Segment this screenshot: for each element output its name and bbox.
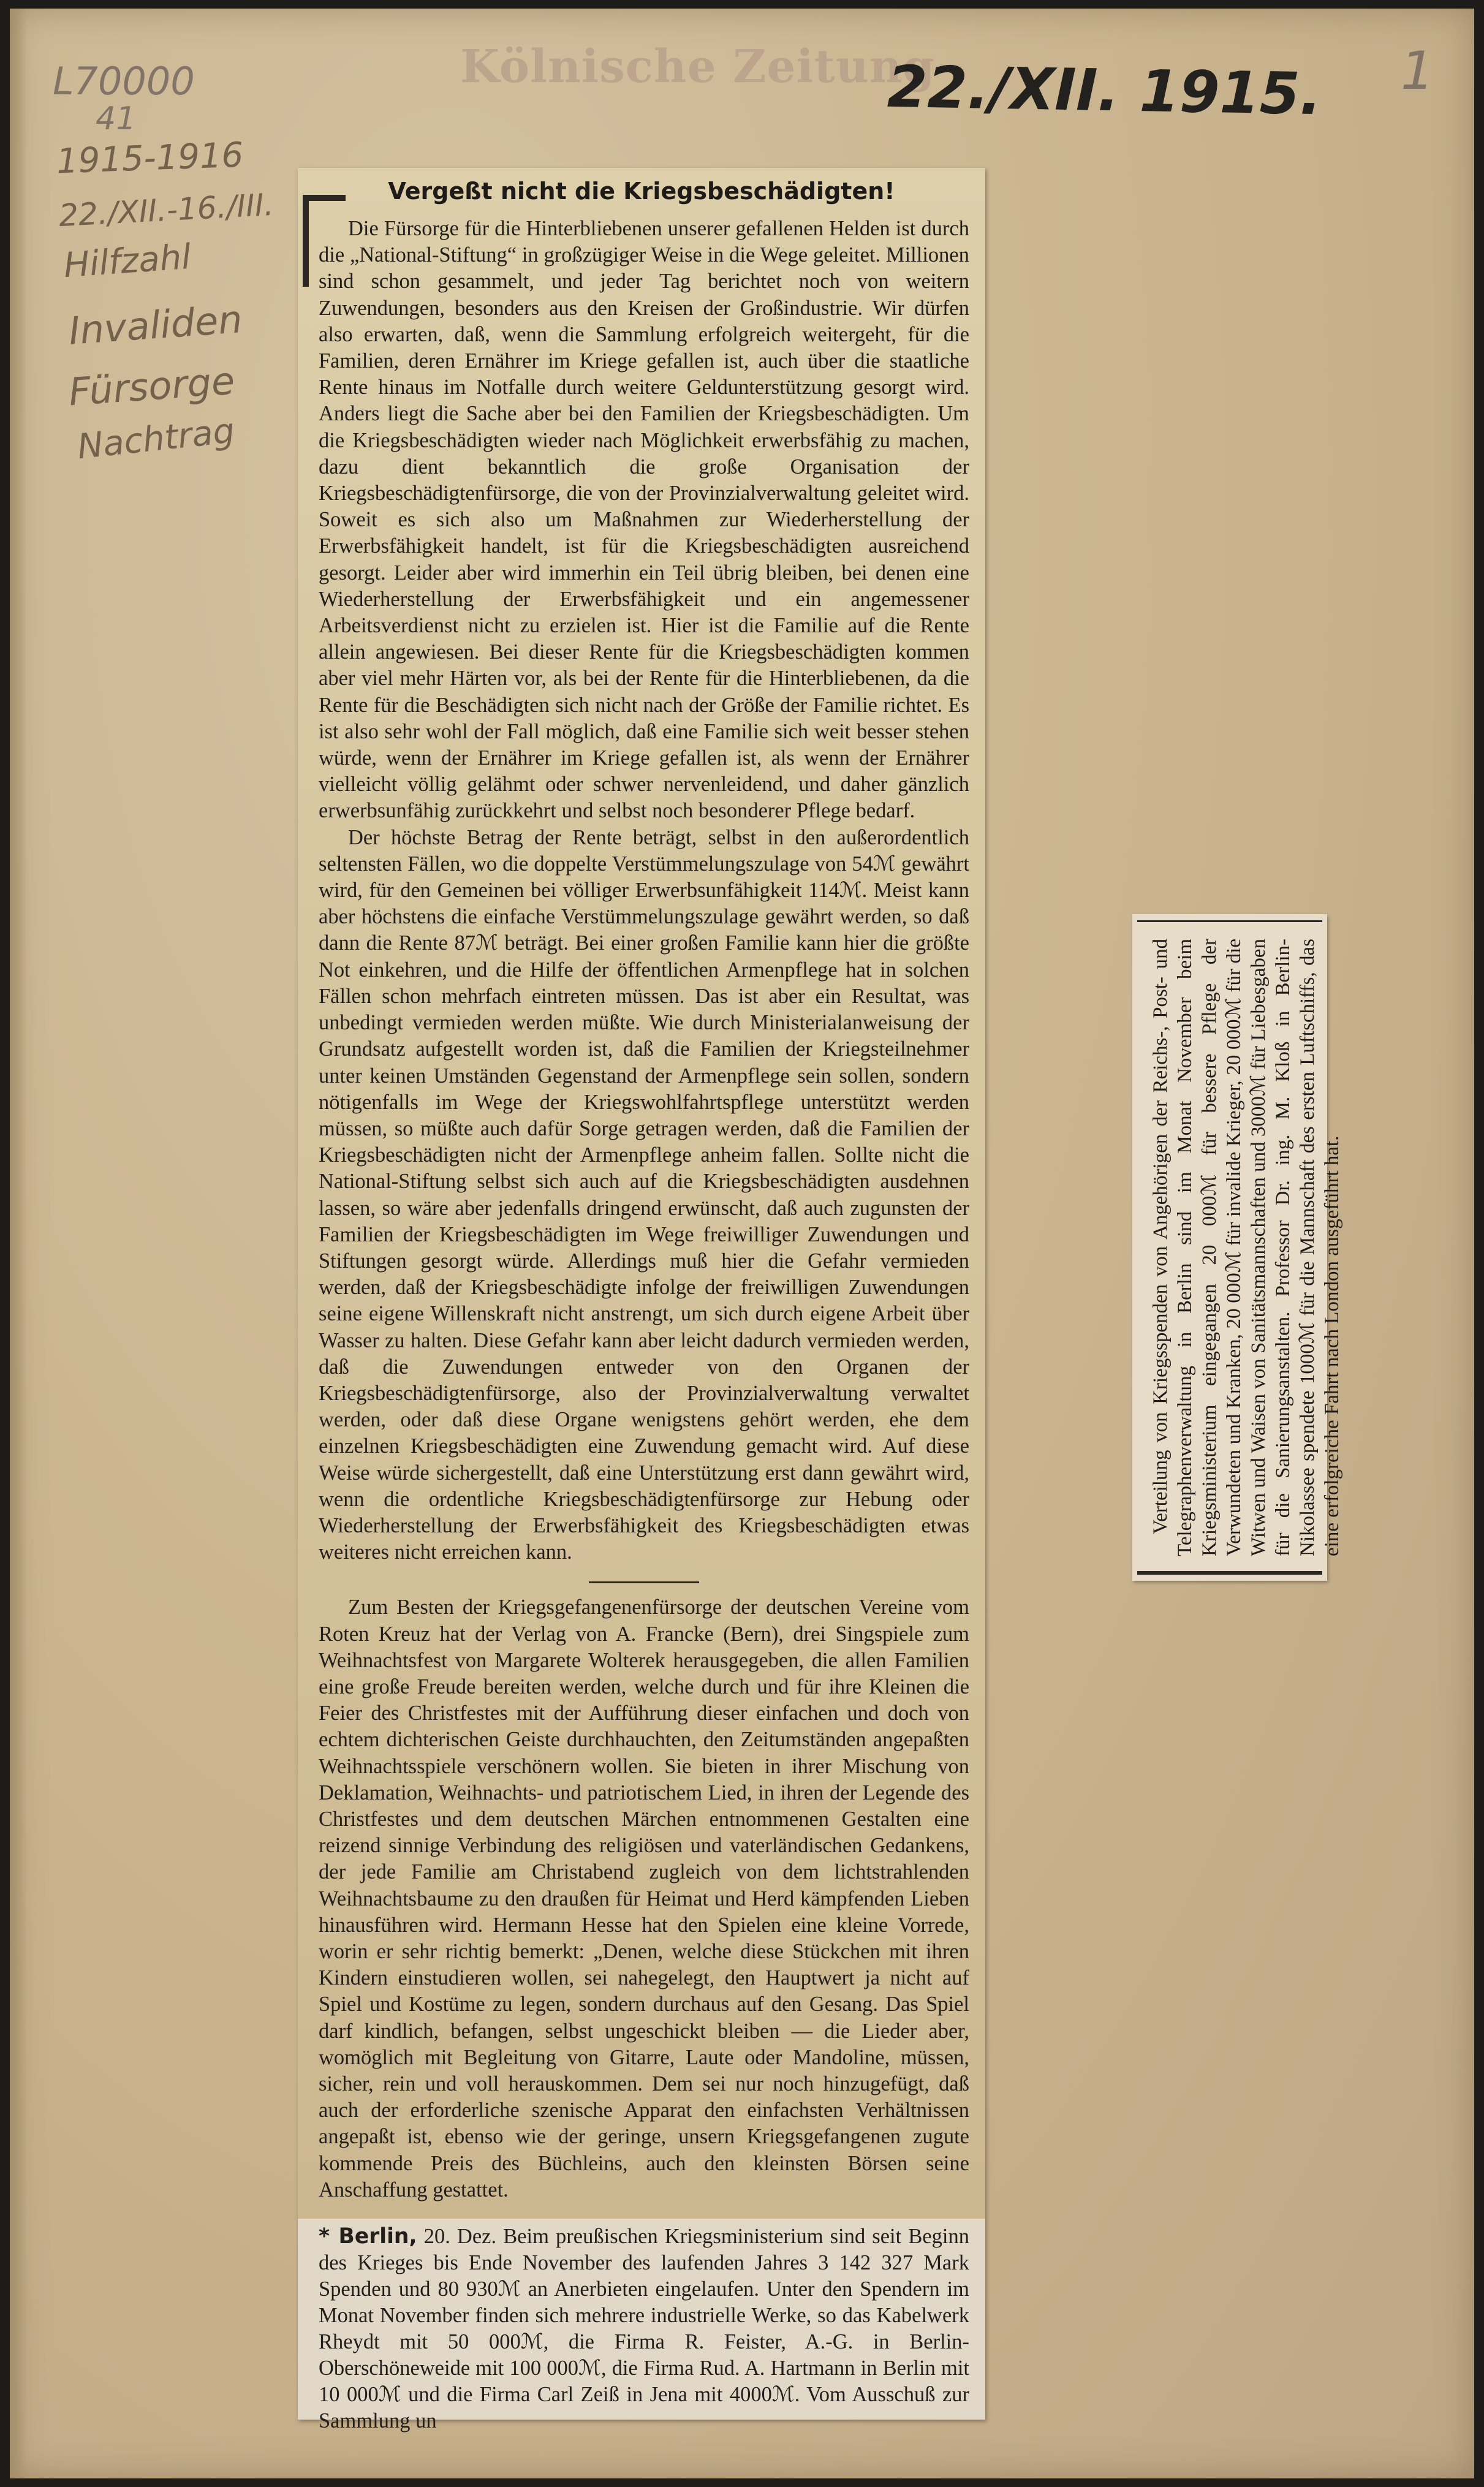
page-number: 1 bbox=[1401, 40, 1434, 102]
berlin-notice bbox=[298, 2219, 985, 2432]
archive-number: 41 bbox=[96, 100, 137, 137]
side-clipping-paragraph: Verteilung von Kriegsspenden von Angehörigen der Reichs-, Post- und Telegraphenverwaltung in Berlin sind im Monat November beim Kriegsministerium eingegangen 20 000ℳ für bessere Pflege der Verwundeten und Kranken, 20 000ℳ für invalide Krieger, 20 000ℳ für die Witwen und Waisen von Sanitätsmannschaften und 3000ℳ für Liebesgaben für die Sanierungsanstalten. Professor Dr. ing. M. Kloß in Berlin-Nikolassee spendete 1000ℳ für die Mannschaft des ersten Luftschiffs, das eine erfolgreiche Fahrt nach London ausgeführt hat. bbox=[1149, 939, 1343, 1556]
side-clipping bbox=[1132, 914, 1343, 1581]
berlin-dateline: * Berlin, bbox=[319, 2224, 417, 2249]
article-paragraph: Die Fürsorge für die Hinterbliebenen unserer gefallenen Helden ist durch die „National-Stiftung“ in großzügiger Weise in die Wege geleitet. Millionen sind schon gesammelt, und jeder Tag berichtet noch von weitern Zuwendungen, besonders aus den Kreisen der Großindustrie. Wir dürfen also erwarten, daß, wenn die Sammlung erfolgreich weitergeht, für die Familien, deren Ernährer im Kriege gefallen ist, auch über die staatliche Rente hinaus im Notfalle durch weitere Geldunterstützung gesorgt wird. Anders liegt die Sache aber bei den Familien der Kriegsbeschädigten. Um die Kriegsbeschädigten wieder nach Möglichkeit erwerbsfähig zu machen, dazu dient bekanntlich die große Organisation der Kriegsbeschädigtenfürsorge, die von der Provinzialverwaltung geleitet wird. Soweit es sich also um Maßnahmen zur Wiederherstellung der Erwerbsfähigkeit handelt, ist für die Kriegsbeschädigten ausreichend gesorgt. Leider aber wird immerhin ein Teil übrig bleiben, bei denen eine Wiederherstellung der Erwerbsfähigkeit und ein angemessener Arbeitsverdienst nicht zu erzielen ist. Hier ist die Familie auf die Rente allein angewiesen. Bei dieser Rente für die Kriegsbeschädigten kommen aber viel mehr Härten vor, als bei der Rente für die Hinterbliebenen, da die Rente für die Beschädigten sich nicht nach der Größe der Familie richtet. Es ist also sehr wohl der Fall möglich, daß eine Familie sich weit besser stehen würde, wenn der Ernährer im Kriege gefallen ist, als wenn der Ernährer vielleicht völlig gelähmt oder schwer nervenleidend, und daher gänzlich erwerbsunfähig zurückkehrt und selbst noch besonderer Pflege bedarf. bbox=[319, 217, 969, 823]
archive-code: L70000 bbox=[53, 59, 195, 104]
main-clipping bbox=[298, 168, 985, 2432]
sheet-edge bbox=[10, 9, 27, 2478]
range-note: 22./XII.-16./III. bbox=[58, 186, 274, 234]
topic-note-3: Fürsorge bbox=[67, 358, 237, 415]
archive-sheet bbox=[10, 9, 1474, 2478]
topic-note-4: Nachtrag bbox=[75, 411, 237, 467]
topic-note-1: Hilfzahl bbox=[62, 237, 192, 286]
article-headline: Vergeßt nicht die Kriegsbeschädigten! bbox=[388, 178, 895, 205]
clipping-date: 22./XII. 1915. bbox=[887, 53, 1322, 129]
side-clipping-rotated bbox=[1132, 914, 1343, 1581]
newspaper-masthead: Kölnische Zeitung bbox=[460, 40, 936, 93]
article-paragraph: Zum Besten der Kriegsgefangenenfürsorge der deutschen Vereine vom Roten Kreuz hat der Verlag von A. Francke (Bern), drei Singspiele zum Weihnachtsfest von Margarete Wolterek herausgegeben, die allen Familien eine große Freude bereiten werden, welche durch und für ihre Kleinen die Feier des Christfestes mit der Aufführung dieser einfachen und doch von echtem dichterischen Geiste durchhauchten, den Zeitumständen angepaßten Weihnachtsspiele verschönern wollen. Sie bieten in ihrer Mischung von Deklamation, Weihnachts- und patriotischem Lied, in ihren der Legende des Christfestes und dem deutschen Märchen entnommenen Gestalten eine reizend sinnige Verbindung des religiösen und vaterländischen Gedankens, der jede Familie am Christabend zugleich von dem lichtstrahlenden Weihnachtsbaume zu den draußen für Heimat und Herd kämpfenden Lieben hinausführen wird. Hermann Hesse hat den Spielen eine kleine Vorrede, worin er sehr richtig bemerkt: „Denen, welche diese Stückchen mit ihren Kindern einstudieren wollen, sei nahegelegt, den Hauptwert ja nicht auf Spiel und Kostüme zu legen, sondern durchaus auf den Gesang. Das Spiel darf kindlich, befangen, selbst ungeschickt bleiben — die Lieder aber, womöglich mit Begleitung von Gitarre, Laute oder Mandoline, müssen, sicher, rein und voll herauskommen. Dem sei nur noch hinzugefügt, daß auch der erforderliche szenische Apparat den einfachsten Verhältnissen angepaßt ist, ebenso wie der geringe, unsern Kriegsgefangenen zugute kommende Preis des Büchleins, auch den kleinsten Börsen seine Anschaffung gestattet. bbox=[319, 1596, 969, 2201]
corner-rule-vertical bbox=[303, 195, 309, 287]
topic-note-2: Invaliden bbox=[67, 297, 244, 354]
years-note: 1915-1916 bbox=[55, 135, 244, 182]
side-clipping-text bbox=[1148, 939, 1344, 1556]
article-body bbox=[319, 216, 969, 2203]
section-divider bbox=[589, 1581, 699, 1583]
berlin-notice-text bbox=[319, 2224, 969, 2434]
berlin-notice-body: 20. Dez. Beim preußischen Kriegsministerium sind seit Beginn des Krieges bis Ende November des laufenden Jahres 3 142 327 Mark Spenden und 80 930ℳ an Anerbieten eingelaufen. Unter den Spendern im Monat November finden sich mehrere industrielle Werke, so das Kabelwerk Rheydt mit 50 000ℳ, die Firma R. Feister, A.-G. in Berlin-Oberschöneweide mit 100 000ℳ, die Firma Rud. A. Hartmann in Berlin mit 10 000ℳ und die Firma Carl Zeiß in Jena mit 4000ℳ. Vom Ausschuß zur Sammlung un bbox=[319, 2225, 969, 2432]
article-paragraph: Der höchste Betrag der Rente beträgt, selbst in den außerordentlich seltensten Fällen, wo die doppelte Verstümmelungszulage von 54ℳ gewährt wird, für den Gemeinen bei völliger Erwerbsunfähigkeit 114ℳ. Meist kann aber höchstens die einfache Verstümmelungszulage gewährt werden, so daß dann die Rente 87ℳ beträgt. Bei einer großen Familie kann hier die größte Not einkehren, und die Hilfe der öffentlichen Armenpflege hat in solchen Fällen schon mehrfach eintreten müssen. Das ist aber ein Resultat, was unbedingt vermieden werden müßte. Wie durch Ministerialanweisung der Grundsatz aufgestellt worden ist, daß die Familien der Kriegsteilnehmer unter keinen Umständen Gegenstand der Armenpflege sein sollen, sondern nötigenfalls im Wege der Kriegswohlfahrtspflege unterstützt werden müssen, so müßte auch dafür Sorge getragen werden, daß die Familien der Kriegsbeschädigten nicht der Armenpflege anheim fallen. Sollte nicht die National-Stiftung selbst sich auch auf die Kriegsbeschädigten ausdehnen lassen, so wäre aber jedenfalls dringend erwünscht, daß auch zugunsten der Familien der Kriegsbeschädigten im Wege freiwilliger Zuwendungen und Stiftungen gesorgt würde. Allerdings muß hier die Gefahr vermieden werden, daß der Kriegsbeschädigte infolge der freiwilligen Zuwendungen seine eigene Willenskraft nicht anstrengt, um sich durch eigene Arbeit über Wasser zu halten. Diese Gefahr kann aber leicht dadurch vermieden werden, daß die Zuwendungen entweder von den Organen der Kriegsbeschädigtenfürsorge, also der Provinzialverwaltung verwaltet werden, oder daß diese Organe wenigstens gehört werden, ehe dem einzelnen Kriegsbeschädigten eine Zuwendung gemacht wird. Auf diese Weise würde sichergestellt, daß eine Unterstützung erst dann gewährt wird, wenn die ordentliche Kriegsbeschädigtenfürsorge zur Hebung oder Wiederherstellung der Erwerbsfähigkeit des Kriegsbeschädigten etwas weiteres nicht erreichen kann. bbox=[319, 825, 969, 1564]
